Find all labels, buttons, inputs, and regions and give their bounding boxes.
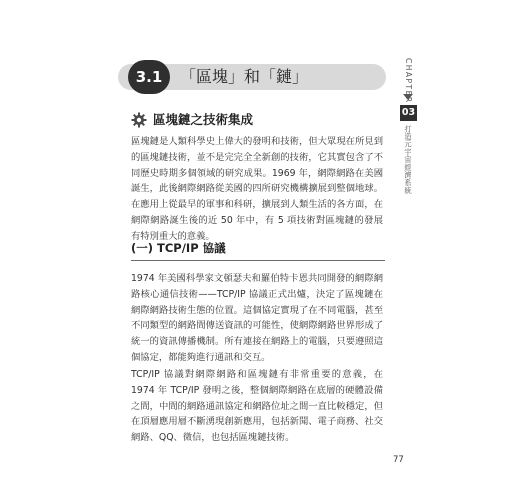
section-number-badge: 3.1 <box>128 60 170 94</box>
chapter-label: CHAPTER <box>404 58 413 104</box>
body-paragraph-3: TCP/IP 協議對網際網路和區塊鏈有非常重要的意義，在 1974 年 TCP/IP 發明之後，整個網際網路在底層的硬體設備之間，中間的網路通訊協定和網路位址之間一直比較穩定，但在頂層應用層不斷湧現創新應用，包括新聞、電子商務、社交網路、QQ、微信，也包括區塊鏈技術。 <box>131 369 383 444</box>
chapter-triangle-icon <box>403 94 413 100</box>
body-paragraph-1: 區塊鏈是人類科學史上偉大的發明和技術，但大眾現在所見到的區塊鏈技術，並不是完完全全新創的技術，它其實包含了不同歷史時期多個領域的研究成果。1969 年，網際網路在美國誕生，此後網際網路從美國的四所研究機構擴展到整個地球。在應用上從最早的軍事和科研，擴展到人類生活的各方面，在網際網路誕生後的近 50 年中，有 5 項技術對區塊鏈的發展有特別重大的意義。 <box>131 136 383 242</box>
chapter-number: 03 <box>400 105 417 121</box>
subsection-header <box>131 110 253 130</box>
chapter-side-title: 打造元宇宙經濟系統 <box>404 125 413 195</box>
body-paragraph-2: 1974 年美國科學家文頓瑟夫和羅伯特卡恩共同開發的網際網路核心通信技術——TCP/IP 協議正式出爐，決定了區塊鏈在網際網路技術生態的位置。這個協定實現了在不同電腦，甚至不同類型的網路間傳送資訊的可能性，使網際網路世界形成了統一的資訊傳播機制。所有連接在網路上的電腦，只要遵照這個協定，都能夠進行通訊和交互。 <box>131 273 383 363</box>
heading-underline <box>131 260 385 261</box>
subsection-title: 區塊鏈之技術集成 <box>153 112 254 127</box>
section-title: 「區塊」和「鏈」 <box>180 67 309 86</box>
page-number: 77 <box>393 455 404 465</box>
gear-icon <box>131 112 147 128</box>
heading-tcp-ip: (一) TCP/IP 協議 <box>131 241 226 255</box>
